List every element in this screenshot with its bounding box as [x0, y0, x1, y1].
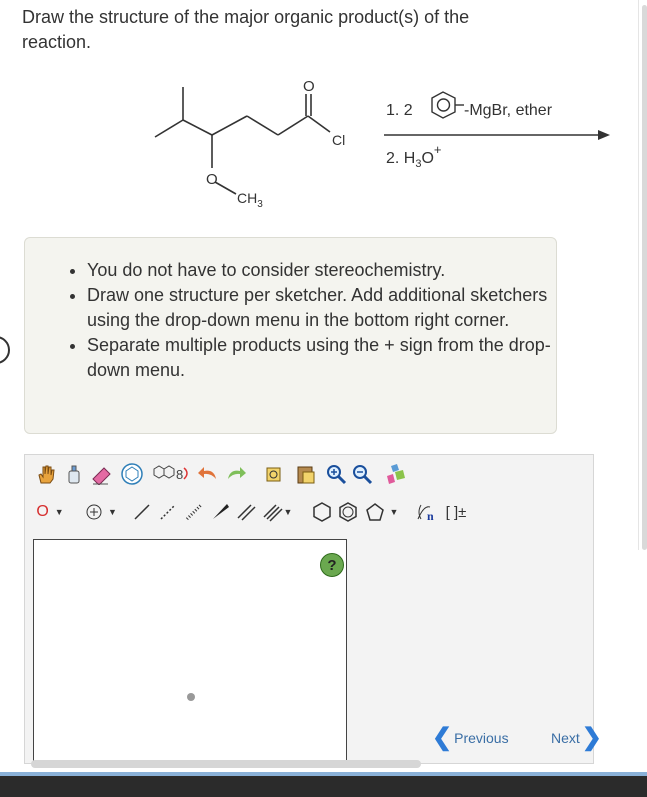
reagent-step-1-suffix: -MgBr, ether	[464, 102, 553, 119]
reaction-scheme	[140, 70, 620, 220]
ring-size-selector[interactable]	[361, 499, 401, 525]
scrollbar-thumb[interactable]	[642, 5, 647, 550]
svg-text:n: n	[427, 509, 434, 523]
double-bond-icon[interactable]	[233, 499, 259, 525]
instruction-item: • You do not have to consider stereochemistry.	[87, 258, 556, 283]
sgroup-icon[interactable]	[413, 499, 439, 525]
instructions-list	[25, 258, 556, 383]
chevron-down-icon: ▼	[108, 507, 117, 517]
phenyl-ring-icon	[432, 92, 464, 118]
atom-selector-value: O	[36, 503, 49, 520]
question-text: Draw the structure of the major organic product(s) of the reaction.	[22, 7, 470, 52]
structure-sketcher	[24, 454, 594, 764]
paste-icon[interactable]	[293, 461, 319, 487]
ether-oxygen: O	[206, 171, 218, 188]
chevron-down-icon: ▼	[54, 507, 64, 517]
charge-selector[interactable]	[81, 499, 121, 525]
sketcher-toolbar-bottom	[33, 499, 588, 529]
atom-selector[interactable]	[33, 499, 67, 525]
help-button[interactable]: ?	[320, 553, 344, 577]
template-ring-icon[interactable]	[119, 461, 145, 487]
next-label: Next	[551, 730, 580, 746]
side-panel-toggle[interactable]	[0, 336, 10, 364]
dashed-bond-icon[interactable]	[155, 499, 181, 525]
instruction-item: • Separate multiple products using the + sign from the drop-down menu.	[87, 333, 556, 383]
copy-icon[interactable]	[263, 461, 289, 487]
chevron-left-icon: ❮	[432, 724, 453, 751]
hand-tool-icon[interactable]	[33, 461, 59, 487]
wedge-bond-icon[interactable]	[207, 499, 233, 525]
clean-structure-icon[interactable]	[383, 461, 409, 487]
cyclohexane-icon[interactable]	[309, 499, 335, 525]
methyl-group: $CH_3$	[237, 190, 263, 210]
redo-icon[interactable]	[223, 461, 249, 487]
horizontal-scrollbar[interactable]	[31, 760, 421, 768]
eraser-icon[interactable]	[89, 461, 115, 487]
right-scrollbar[interactable]	[638, 0, 647, 550]
hash-bond-icon[interactable]	[181, 499, 207, 525]
single-bond-icon[interactable]	[129, 499, 155, 525]
footer-bar	[0, 776, 647, 797]
cyclopentane-icon	[364, 501, 386, 523]
canvas-marker	[187, 693, 195, 701]
reagent-step-2: 2. $H_3O^+$	[386, 142, 442, 170]
ring-templates-icon[interactable]	[148, 461, 192, 487]
instruction-item: • Draw one structure per sketcher. Add additional sketchers using the drop-down menu in the bottom right corner.	[87, 283, 556, 333]
previous-button[interactable]	[432, 724, 509, 751]
erase-bottle-icon[interactable]	[61, 461, 87, 487]
bracket-charge-icon[interactable]	[441, 499, 471, 525]
instructions-box	[24, 237, 557, 434]
zoom-in-icon[interactable]	[323, 461, 349, 487]
bracket-label: [ ]±	[445, 503, 467, 521]
sketcher-toolbar-top	[33, 461, 588, 491]
carbonyl-oxygen: O	[303, 78, 315, 95]
undo-icon[interactable]	[195, 461, 221, 487]
zoom-out-icon[interactable]	[349, 461, 375, 487]
substrate-skeleton	[155, 87, 330, 194]
chevron-down-icon: ▼	[283, 507, 293, 517]
drawing-canvas[interactable]	[33, 539, 347, 764]
reaction-arrow-head	[598, 130, 610, 140]
chevron-right-icon: ❯	[581, 724, 602, 751]
previous-label: Previous	[454, 730, 509, 746]
next-button[interactable]	[551, 724, 602, 751]
triple-bond-icon	[262, 501, 284, 523]
charge-plus-icon	[85, 503, 103, 521]
reagent-step-1-prefix: 1. 2	[386, 102, 413, 119]
triple-bond-selector[interactable]	[259, 499, 295, 525]
chlorine-atom: Cl	[332, 132, 346, 148]
chevron-down-icon: ▼	[389, 507, 399, 517]
svg-text:8: 8	[176, 467, 184, 482]
benzene-icon[interactable]	[335, 499, 361, 525]
